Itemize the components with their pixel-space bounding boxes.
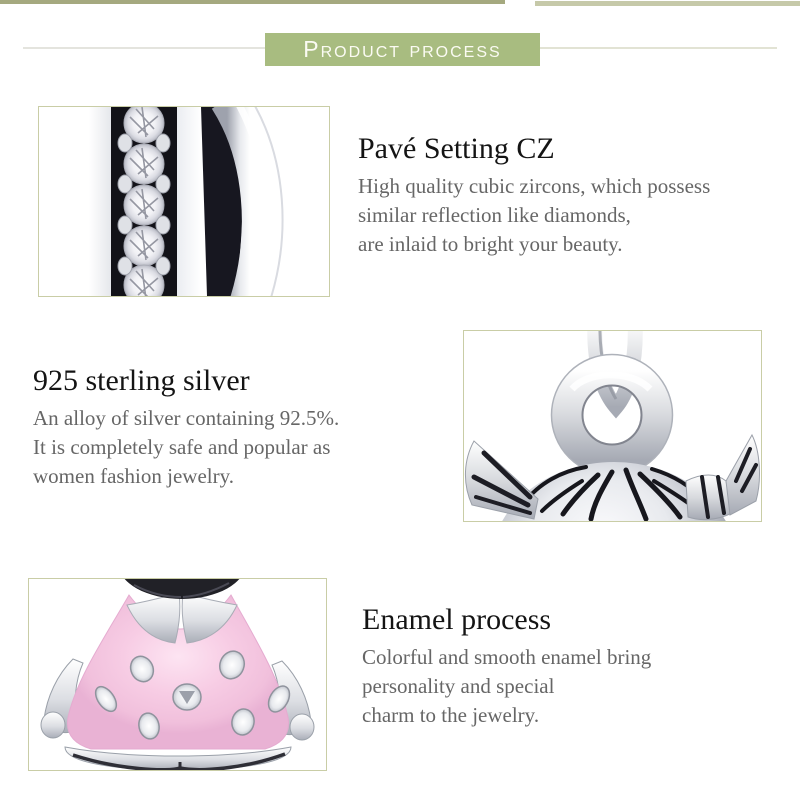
pink-dress-charm-illustration: [29, 579, 326, 770]
banner-label: Product process: [303, 36, 502, 62]
top-accent-line-left: [0, 0, 505, 4]
body-line: Colorful and smooth enamel bring: [362, 645, 652, 669]
section-title: Enamel process: [362, 603, 552, 636]
silver-charm-photo: [463, 330, 762, 522]
section-body: [362, 643, 651, 730]
section-body: [358, 172, 710, 259]
body-line: similar reflection like diamonds,: [358, 203, 631, 227]
body-line: women fashion jewelry.: [33, 464, 234, 488]
section-sterling-silver: [33, 364, 339, 491]
banner-rule-right: [540, 47, 777, 49]
body-line: It is completely safe and popular as: [33, 435, 331, 459]
section-banner: [265, 33, 540, 66]
section-title: Pavé Setting CZ: [358, 132, 555, 165]
section-title: 925 sterling silver: [33, 364, 250, 397]
candy-charm-illustration: [464, 331, 761, 521]
section-pave-cz: [358, 132, 710, 259]
top-accent-line-right: [535, 1, 800, 6]
body-line: personality and special: [362, 674, 555, 698]
pave-cz-photo: [38, 106, 330, 297]
body-line: High quality cubic zircons, which possess: [358, 174, 711, 198]
section-body: [33, 404, 339, 491]
section-enamel-process: [362, 603, 651, 730]
body-line: An alloy of silver containing 92.5%.: [33, 406, 340, 430]
body-line: are inlaid to bright your beauty.: [358, 232, 623, 256]
cz-spacer-ring-illustration: [39, 107, 329, 296]
body-line: charm to the jewelry.: [362, 703, 540, 727]
enamel-charm-photo: [28, 578, 327, 771]
banner-rule-left: [23, 47, 265, 49]
